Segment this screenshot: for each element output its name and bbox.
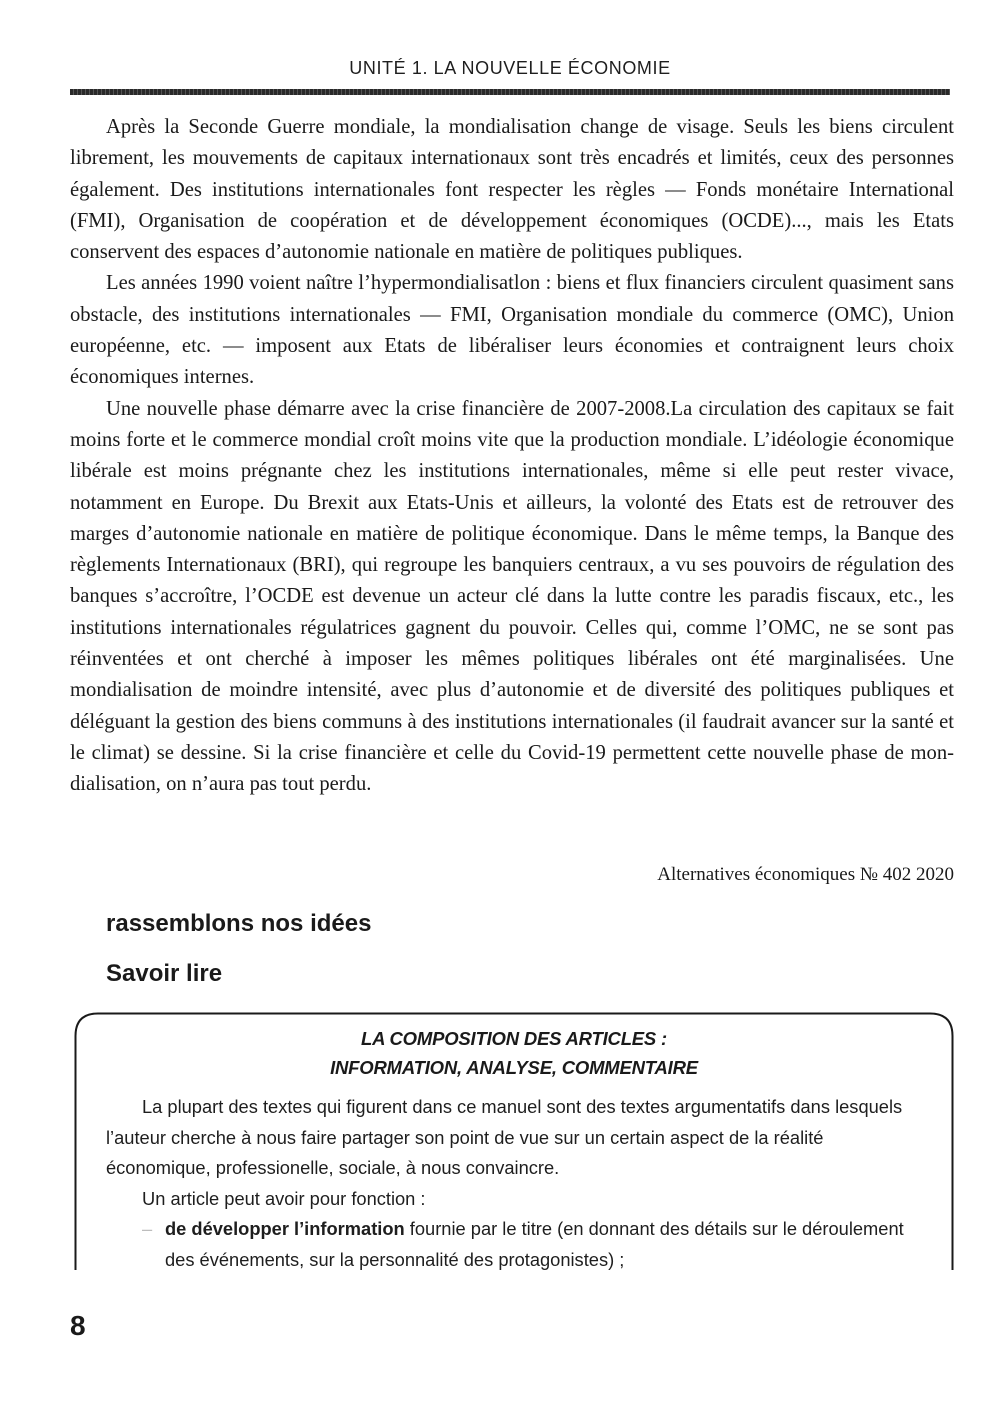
article-paragraph-3: Une nouvelle phase démarre avec la crise financière de 2007-2008.La circulation des capitaux se fait moins forte et le commerce mondial croît moins vite que la production mondiale. L’idéologie économique libérale est moins prégnante chez les institutions internationales, même si elle peut rester vivace, notamment en Europe. Du Brexit aux Etats-Unis et ailleurs, la volonté des Etats est de retrouver des marges d’autonomie nationale en matière de politique économique. Dans le même temps, la Banque des règlements Internationaux (BRI), qui regroupe les banquiers centraux, a vu ses pouvoirs de régulation des banques s’accroître, l’OCDE est devenue un acteur clé dans la lutte contre les paradis fiscaux, etc., les institutions internationales régulatrices gagnent du pouvoir. Celles qui, comme l’OMC, ne se sont pas réinventées et ont cherché à imposer les mêmes politiques libérales ont été marginalisées. Une mondialisation de moindre intensité, avec plus d’autonomie et de diversité des politiques publiques et déléguant la gestion des biens communs à des institutions internationales (il faudrait avancer sur la santé et le climat) se dessine. Si la crise financière et celle du Covid-19 permettent cette nouvelle phase de mondialisation, on n’aura pas tout perdu.: [70, 397, 954, 796]
bullet-strong-text: de développer l’information: [165, 1218, 405, 1239]
info-box-title-line-1: LA COMPOSITION DES ARTICLES :: [361, 1028, 667, 1049]
bullet-dash-icon: –: [142, 1218, 153, 1239]
article-paragraph-1: Après la Seconde Guerre mondiale, la mondialisation change de visage. Seuls les biens circulent librement, les mouvements de capitaux internationaux sont très encadrés et limités, ceux des personnes également. Des institutions internationales font respecter les règles — Fonds monétaire International (FMI), Organisation de coopération et de développement économiques (OCDE)..., mais les Etats conservent des espaces d’autonomie nationale en matière de politiques publiques.: [70, 116, 954, 264]
article-source: Alternatives économiques № 402 2020: [657, 864, 954, 885]
article-body: [70, 112, 954, 801]
subsection-heading: Savoir lire: [106, 960, 223, 987]
info-box: [74, 1012, 954, 1272]
running-header: UNITÉ 1. LA NOUVELLE ÉCONOMIE: [349, 58, 671, 78]
info-box-title-line-2: INFORMATION, ANALYSE, COMMENTAIRE: [330, 1057, 698, 1078]
info-box-intro: La plupart des textes qui figurent dans ce manuel sont des textes argumentatifs dans lesquels l’auteur cherche à nous faire partager son point de vue sur un certain aspect de la réalité économique, professionelle, sociale, à nous convaincre.: [106, 1096, 903, 1178]
article-paragraph-2: Les années 1990 voient naître l’hypermondialisatlon : biens et flux financiers circulent quasiment sans obstacle, des institutions internationales — FMI, Organisation mondiale du commerce (OMC), Union européenne, etc. — imposent aux Etats de libéraliser leurs économies et contraignent leurs choix économiques internes.: [70, 272, 954, 389]
info-box-bullet: [106, 1214, 926, 1275]
bullet-rest-text: fournie par le titre (en donnant des détails sur le déroulement des événements, sur la personnalité des protagonistes) ;: [165, 1218, 904, 1270]
info-box-lead: Un article peut avoir pour fonction :: [142, 1187, 426, 1209]
info-box-text: [106, 1092, 926, 1275]
page-number: 8: [70, 1310, 86, 1341]
header-rule: [70, 89, 950, 95]
section-heading: rassemblons nos idées: [106, 910, 372, 937]
